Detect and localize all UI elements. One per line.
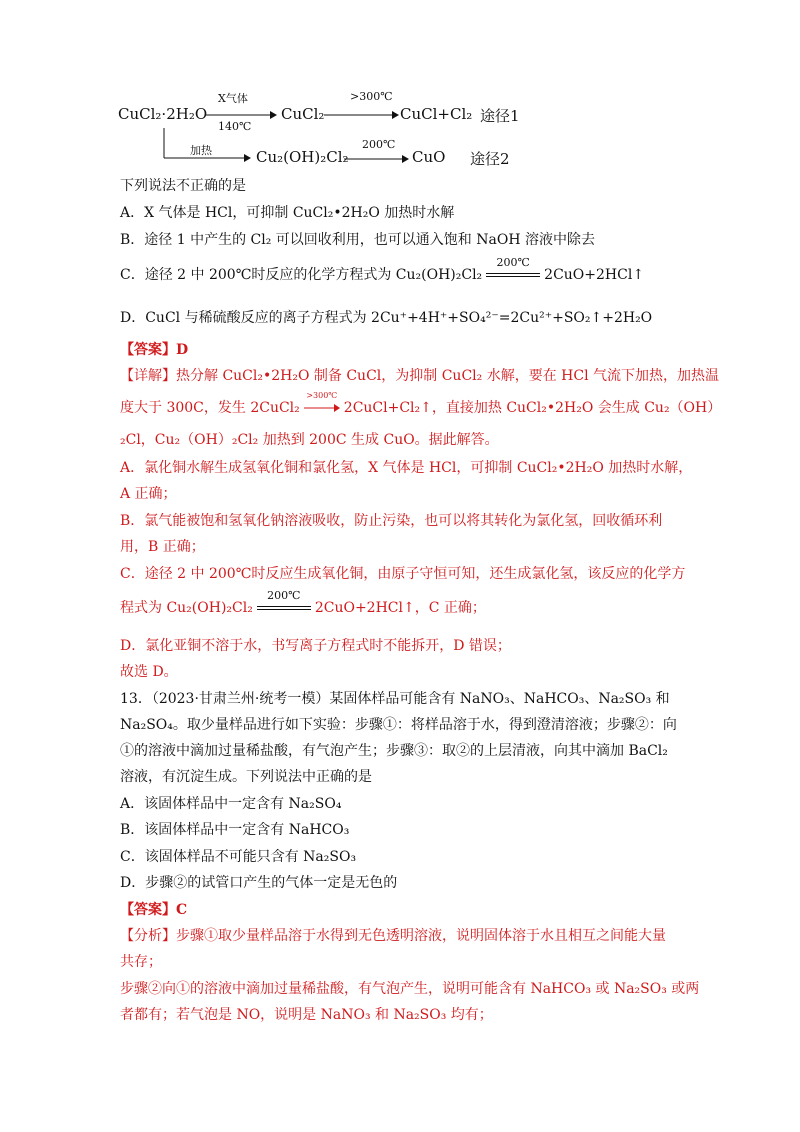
detail-c2-text: 程式为 Cu₂(OH)₂Cl₂ <box>120 600 253 616</box>
scheme-mid1: CuCl₂ <box>281 105 325 123</box>
q12-option-c-text: C．途径 2 中 200℃时反应的化学方程式为 Cu₂(OH)₂Cl₂ <box>120 267 483 283</box>
equation-condition <box>482 256 544 285</box>
scheme-branch-condition: 加热 <box>190 144 212 157</box>
scheme-step2-condition: >300℃ <box>350 90 393 103</box>
q12-conclusion: 故选 D。 <box>120 664 178 680</box>
scheme-step3-condition: 200℃ <box>362 138 396 151</box>
equation-condition <box>253 589 315 618</box>
q13-analysis-line1: 【分析】步骤①取少量样品溶于水得到无色透明溶液，说明固体溶于水且相互之间能大量 <box>120 928 666 944</box>
q13-analysis-line2: 共存； <box>120 954 162 970</box>
q12-detail-d: D．氯化亚铜不溶于水，书写离子方程式时不能拆开，D 错误； <box>120 638 511 654</box>
scheme-step1-condition: X气体 <box>218 92 248 105</box>
q13-option-b: B．该固体样品中一定含有 NaHCO₃ <box>120 822 350 838</box>
scheme-step1-temp: 140℃ <box>218 120 252 133</box>
detail-line2-text: 度大于 300C，发生 2CuCl₂ <box>120 400 300 416</box>
q12-answer: 【答案】D <box>120 342 189 358</box>
condition-temp: 200℃ <box>496 256 530 269</box>
detail-line2-products: 2CuCl+Cl₂↑，直接加热 CuCl₂•2H₂O 会生成 Cu₂（OH） <box>343 400 722 416</box>
detail-arrow-condition <box>300 391 344 418</box>
arrow-icon <box>206 110 278 120</box>
scheme-route1: 途径1 <box>480 107 520 125</box>
q12-detail-b1: B．氯气能被饱和氢氧化钠溶液吸收，防止污染，也可以将其转化为氯化氢，回收循环利 <box>120 513 663 529</box>
q13-option-c: C．该固体样品不可能只含有 Na₂SO₃ <box>120 849 357 865</box>
q12-option-a: A．X 气体是 HCl，可抑制 CuCl₂•2H₂O 加热时水解 <box>120 205 455 221</box>
q13-stem-line4: 溶液，有沉淀生成。下列说法中正确的是 <box>120 769 372 785</box>
detail-c2-products: 2CuO+2HCl↑，C 正确； <box>314 600 486 616</box>
arrow-icon <box>324 110 400 120</box>
q12-option-c <box>120 256 645 285</box>
q13-stem-line2: Na₂SO₄。取少量样品进行如下实验：步骤①：将样品溶于水，得到澄清溶液；步骤②：向 <box>120 717 677 733</box>
scheme-end2: CuO <box>412 148 446 166</box>
condition-temp: 200℃ <box>267 589 301 602</box>
q12-detail-c1: C．途径 2 中 200℃时反应生成氧化铜，由原子守恒可知，还生成氯化氢，该反应的化学方 <box>120 566 686 582</box>
q13-stem-line3: ①的溶液中滴加过量稀盐酸，有气泡产生；步骤③：取②的上层清液，向其中滴加 BaCl₂ <box>120 743 668 759</box>
q13-analysis-line3: 步骤②向①的溶液中滴加过量稀盐酸，有气泡产生，说明可能含有 NaHCO₃ 或 Na₂SO₃ 或两 <box>120 981 700 997</box>
q12-option-d: D．CuCl 与稀硫酸反应的离子方程式为 2Cu⁺+4H⁺+SO₄²⁻=2Cu²⁺+SO₂↑+2H₂O <box>120 310 653 326</box>
q13-analysis-line4: 者都有；若气泡是 NO，说明是 NaNO₃ 和 Na₂SO₃ 均有； <box>120 1007 493 1023</box>
scheme-start: CuCl₂·2H₂O <box>118 105 208 123</box>
scheme-end1: CuCl+Cl₂ <box>400 105 473 123</box>
arrow-icon <box>344 154 410 164</box>
detail-condition-temp: >300℃ <box>306 391 338 400</box>
q13-answer: 【答案】C <box>120 902 188 918</box>
q12-stem: 下列说法不正确的是 <box>120 178 246 194</box>
q12-detail-c2 <box>120 589 486 618</box>
q12-detail-b2: 用，B 正确； <box>120 539 205 555</box>
q12-detail-line2 <box>120 391 722 418</box>
reaction-scheme <box>118 90 538 180</box>
q13-option-a: A．该固体样品中一定含有 Na₂SO₄ <box>120 796 342 812</box>
arrow-icon <box>304 403 340 413</box>
q12-detail-line1: 【详解】热分解 CuCl₂•2H₂O 制备 CuCl，为抑制 CuCl₂ 水解，要在 HCl 气流下加热，加热温 <box>120 368 719 384</box>
q12-detail-line3: ₂Cl，Cu₂（OH）₂Cl₂ 加热到 200C 生成 CuO。据此解答。 <box>120 432 499 448</box>
q12-detail-a1: A．氯化铜水解生成氢氧化铜和氯化氢，X 气体是 HCl，可抑制 CuCl₂•2H₂O 加热时水解， <box>120 460 693 476</box>
scheme-mid2: Cu₂(OH)₂Cl₂ <box>256 148 349 166</box>
q13-stem-line1: 13．（2023·甘肃兰州·统考一模）某固体样品可能含有 NaNO₃、NaHCO₃、Na₂SO₃ 和 <box>120 691 670 707</box>
q12-detail-a2: A 正确； <box>120 486 177 502</box>
q13-option-d: D．步骤②的试管口产生的气体一定是无色的 <box>120 875 398 891</box>
q12-option-c-products: 2CuO+2HCl↑ <box>544 267 645 283</box>
scheme-route2: 途径2 <box>470 150 510 168</box>
q12-option-b: B．途径 1 中产生的 Cl₂ 可以回收利用，也可以通入饱和 NaOH 溶液中除去 <box>120 232 595 248</box>
